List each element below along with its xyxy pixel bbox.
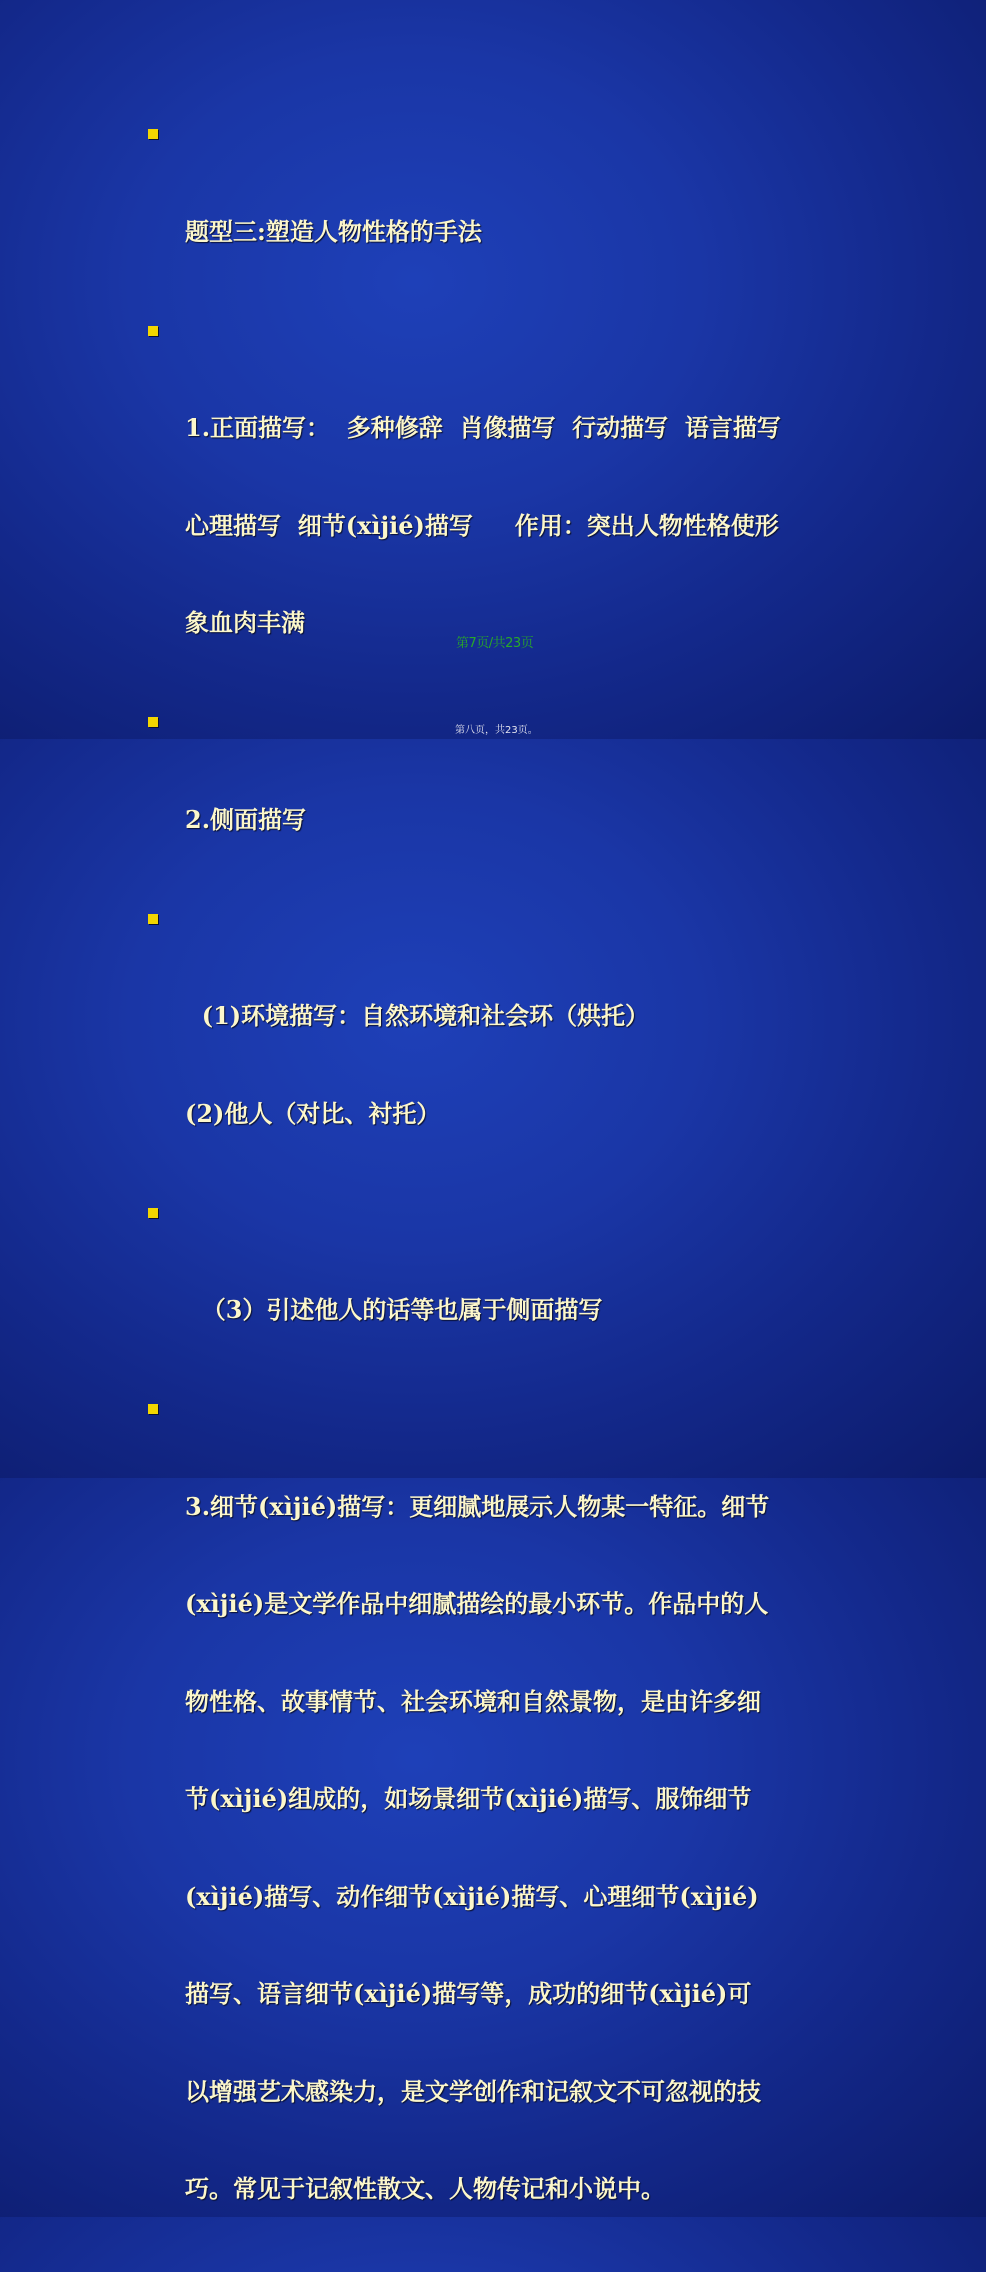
square-bullet-icon xyxy=(148,717,158,727)
text-line: 以增强艺术感染力，是文学创作和记叙文不可忽视的技 xyxy=(185,2076,761,2106)
footer-page-note: 第八页，共23页。 xyxy=(455,725,538,736)
text-line: (xìjié)描写、动作细节(xìjié)描写、心理细节(xìjié) xyxy=(185,1881,759,1911)
text-line: 象血肉丰满 xyxy=(185,608,305,637)
text-line: (xìjié)是文学作品中细腻描绘的最小环节。作品中的人 xyxy=(185,1589,769,1618)
square-bullet-icon xyxy=(148,1208,158,1218)
text-line: 节(xìjié)组成的，如场景细节(xìjié)描写、服饰细节 xyxy=(185,1784,752,1813)
square-bullet-icon xyxy=(148,326,158,336)
slide-body xyxy=(148,118,838,2272)
text-line: 物性格、故事情节、社会环境和自然景物，是由许多细 xyxy=(185,1686,761,1716)
text-line: 描写、语言细节(xìjié)描写等，成功的细节(xìjié)可 xyxy=(185,1979,752,2008)
text-line: （3）引述他人的话等也属于侧面描写 xyxy=(185,1295,603,1324)
text-line: (2)他人（对比、衬托） xyxy=(185,1098,441,1128)
page-indicator: 第7页/共23页 xyxy=(456,636,534,651)
text-line: 心理描写 细节(xìjié)描写 作用：突出人物性格使形 xyxy=(185,510,779,540)
bullet-item-title xyxy=(148,118,838,313)
square-bullet-icon xyxy=(148,1404,158,1414)
text-line: (1)环境描写：自然环境和社会环（烘托） xyxy=(185,1001,650,1030)
bullet-item-quotation xyxy=(148,1197,838,1392)
square-bullet-icon xyxy=(148,129,158,139)
square-bullet-icon xyxy=(148,914,158,924)
text-line: 2.侧面描写 xyxy=(185,804,307,834)
text-line: 3.细节(xìjié)描写：更细腻地展示人物某一特征。细节 xyxy=(185,1491,770,1521)
text-line: 题型三:塑造人物性格的手法 xyxy=(185,216,482,246)
bullet-item-environment xyxy=(148,903,838,1196)
text-line: 1.正面描写： 多种修辞 肖像描写 行动描写 语言描写 xyxy=(185,413,781,442)
text-line: 巧。常见于记叙性散文、人物传记和小说中。 xyxy=(185,2174,665,2203)
bullet-item-detail-description xyxy=(148,1393,838,2271)
